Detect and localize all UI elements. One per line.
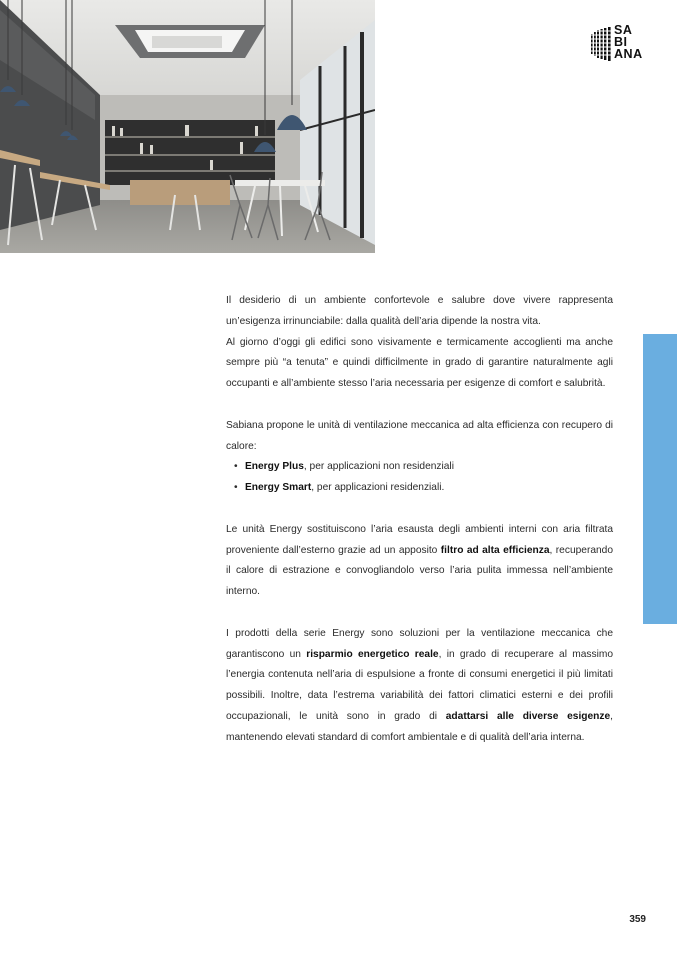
list-item [226, 457, 613, 478]
products-text-3: , mantenendo elevati standard di comfort ambientale e di qualità dell’aria interna. [226, 710, 613, 743]
bullet-icon: • [234, 461, 238, 473]
products-text-2: , in grado di recuperare al massimo l’energia contenuta nell’aria di espulsione a fronte di consumi energetici il più limitati possibili. Inoltre, data l’estrema variabilità dei fattori climatici esterni e dei profili occupazionali, le unità sono in grado di [226, 648, 614, 722]
product-name: Energy Smart [245, 482, 312, 494]
page-number: 359 [629, 914, 646, 925]
product-desc: , per applicazioni non residenziali [303, 461, 454, 473]
interior-photo [0, 0, 375, 253]
intro-paragraph-1: Il desiderio di un ambiente confortevole e salubre dove vivere rappresenta un’esigenza irrinunciabile: dalla qualità dell’aria dipende la nostra vita. [226, 295, 613, 327]
products-text-1: I prodotti della serie Energy sono soluzioni per la ventilazione meccanica che garantiscono un [226, 627, 613, 660]
units-paragraph [226, 520, 613, 603]
section-tab [643, 334, 677, 624]
products-paragraph [226, 624, 613, 749]
body-text [226, 291, 613, 749]
offer-lead: Sabiana propone le unità di ventilazione meccanica ad alta efficienza con recupero di calore: [226, 419, 613, 452]
product-name: Energy Plus [245, 461, 304, 473]
logo-halftone-mark [590, 26, 614, 62]
sabiana-logo [590, 23, 648, 62]
bullet-icon: • [234, 482, 238, 494]
logo-wordmark: SA BI ANA [614, 23, 643, 61]
products-highlight-1: risparmio energetico reale [306, 648, 439, 660]
product-desc: , per applicazioni residenziali. [311, 482, 445, 494]
product-list [226, 457, 613, 499]
units-text-1: Le unità Energy sostituiscono l’aria esausta degli ambienti interni con aria filtrata proveniente dall’esterno grazie ad un apposito [226, 523, 613, 556]
units-highlight: filtro ad alta efficienza [440, 544, 550, 556]
units-text-2: , recuperando il calore di estrazione e convogliandolo verso l’aria pulita immessa nell’ambiente interno. [226, 544, 613, 598]
list-item [226, 478, 613, 499]
interior-photo-illustration [0, 0, 375, 253]
products-highlight-2: adattarsi alle diverse esigenze [445, 710, 611, 722]
intro-paragraph-2: Al giorno d’oggi gli edifici sono visivamente e termicamente accoglienti ma anche sempre più “a tenuta” e quindi difficilmente in grado di garantire naturalmente agli occupanti e all’ambiente stesso l’aria necessaria per esigenze di comfort e salubrità. [226, 336, 613, 390]
